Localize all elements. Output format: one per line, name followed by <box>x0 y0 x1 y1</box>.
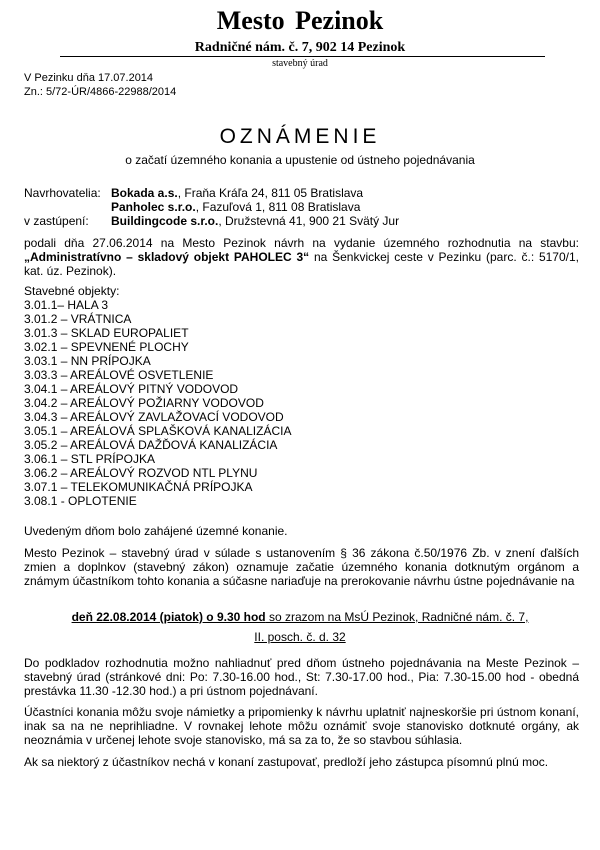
list-item: 3.01.1– HALA 3 <box>24 298 109 312</box>
proposal-text-2: na Šenkvickej ceste v Pezinku (parc. č.: 5170/1, kat. úz. Pezinok). <box>24 250 579 278</box>
list-item: 3.06.2 – AREÁLOVÝ ROZVOD NTL PLYNU <box>24 466 258 480</box>
reference-number: Zn.: 5/72-ÚR/4866-22988/2014 <box>24 86 177 98</box>
list-item: 3.03.1 – NN PRÍPOJKA <box>24 354 151 368</box>
proposal-text-1: podali dňa 27.06.2014 na Mesto Pezinok návrh na vydanie územného rozhodnutia na stavbu: <box>24 236 579 250</box>
announcement-paragraph: Mesto Pezinok – stavebný úrad v súlade s ustanovením § 36 zákona č.50/1976 Zb. v znení ďalších zmien a doplnkov (stavebný zákon) oznamuje začatie územného konania dotknutým orgánom a známym účastníkom tohto konania a súčasne nariaďuje na prerokovanie návrhu ústne pojednávanie na <box>24 546 579 588</box>
representation-paragraph: Ak sa niektorý z účastníkov nechá v konaní zastupovať, predloží jeho zástupca písomnú plnú moc. <box>24 755 549 769</box>
representative-label: v zastúpení: <box>24 214 89 228</box>
representative <box>111 214 399 228</box>
list-item: 3.08.1 - OPLOTENIE <box>24 494 137 508</box>
applicant-2-name: Panholec s.r.o. <box>111 200 196 214</box>
documents-paragraph: Do podkladov rozhodnutia možno nahliadnuť pred dňom ústneho pojednávania na Meste Pezinok – stavebný úrad (stránkové dni: Po: 7.30-16.00 hod., St: 7.30-17.00 hod., Pia: 7.30-15.00 hod - obedná prestávka 11.30 -12.30 hod.) a pri ústnom pojednávaní. <box>24 656 579 698</box>
objects-heading: Stavebné objekty: <box>24 284 120 298</box>
list-item: 3.02.1 – SPEVNENÉ PLOCHY <box>24 340 189 354</box>
list-item: 3.05.1 – AREÁLOVÁ SPLAŠKOVÁ KANALIZÁCIA <box>24 424 292 438</box>
building-objects-list <box>24 284 291 508</box>
applicant-1-name: Bokada a.s. <box>111 186 178 200</box>
objections-paragraph: Účastníci konania môžu svoje námietky a pripomienky k návrhu uplatniť najneskoršie pri ústnom konaní, inak sa na ne neprihliadne. V rovnakej lehote môžu oznámiť svoje stanovisko dotknuté orgány, ak neoznámia v určenej lehote svoje stanovisko, má sa za to, že so stavbou súhlasia. <box>24 705 579 747</box>
list-item: 3.04.3 – AREÁLOVÝ ZAVLAŽOVACÍ VODOVOD <box>24 410 284 424</box>
department-name: stavebný úrad <box>272 58 328 69</box>
list-item: 3.01.2 – VRÁTNICA <box>24 312 132 326</box>
meeting-line-1 <box>0 610 600 624</box>
applicant-1 <box>111 186 363 200</box>
applicants-label: Navrhovatelia: <box>24 186 101 200</box>
meeting-place: so zrazom na MsÚ Pezinok, Radničné nám. č. 7, <box>265 610 529 624</box>
municipality-address: Radničné nám. č. 7, 902 14 Pezinok <box>194 40 406 55</box>
list-item: 3.04.1 – AREÁLOVÝ PITNÝ VODOVOD <box>24 382 239 396</box>
proceeding-started-text: Uvedeným dňom bolo zahájené územné konanie. <box>24 524 288 538</box>
proposal-paragraph <box>24 236 579 278</box>
applicant-1-address: , Fraňa Kráľa 24, 811 05 Bratislava <box>177 186 364 200</box>
list-item: 3.05.2 – AREÁLOVÁ DAŽĎOVÁ KANALIZÁCIA <box>24 438 278 452</box>
representative-name: Buildingcode s.r.o. <box>111 214 219 228</box>
meeting-line-2: II. posch. č. d. 32 <box>254 630 346 644</box>
list-item: 3.07.1 – TELEKOMUNIKAČNÁ PRÍPOJKA <box>24 480 253 494</box>
municipality-title: Mesto Pezinok <box>216 6 384 35</box>
list-item: 3.03.3 – AREÁLOVÉ OSVETLENIE <box>24 368 214 382</box>
header-divider <box>60 56 545 57</box>
notice-subtitle: o začatí územného konania a upustenie od ústneho pojednávania <box>125 153 475 167</box>
list-item: 3.01.3 – SKLAD EUROPALIET <box>24 326 189 340</box>
applicant-2-address: , Fazuľová 1, 811 08 Bratislava <box>195 200 361 214</box>
meeting-date: deň 22.08.2014 (piatok) o 9.30 hod <box>71 610 266 624</box>
list-item: 3.06.1 – STL PRÍPOJKA <box>24 452 155 466</box>
representative-address: , Družstevná 41, 900 21 Svätý Jur <box>218 214 400 228</box>
project-name: „Administratívno – skladový objekt PAHOLEC 3“ <box>24 250 310 264</box>
list-item: 3.04.2 – AREÁLOVÝ POŽIARNY VODOVOD <box>24 396 264 410</box>
notice-title: OZNÁMENIE <box>219 125 381 148</box>
date-line: V Pezinku dňa 17.07.2014 <box>24 72 154 84</box>
applicant-2 <box>111 200 360 214</box>
